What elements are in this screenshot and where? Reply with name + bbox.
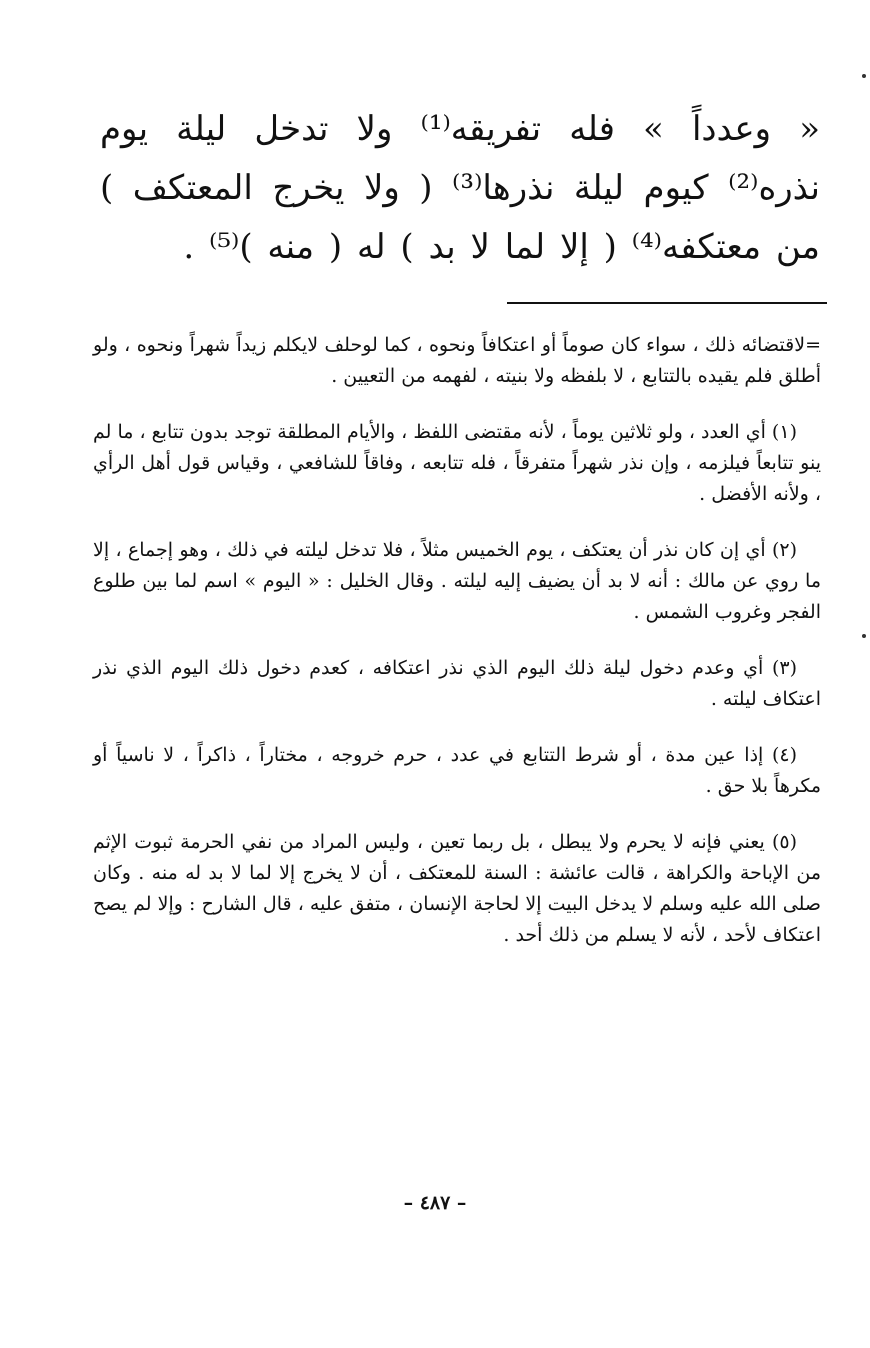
main-text-block <box>100 100 820 277</box>
footnote-5: (٥) يعني فإنه لا يحرم ولا يبطل ، بل ربما تعين ، وليس المراد من نفي الحرمة ثبوت الإثم من الإباحة والكراهة ، قالت عائشة : السنة للمعتكف ، أن لا يخرج إلا لما لا بد له منه . وكان صلى الله عليه وسلم لا يدخل البيت إلا لحاجة الإنسان ، متفق عليه ، قال الشارح : وإلا لم يصح اعتكاف لأحد ، لأنه لا يسلم من ذلك أحد . <box>93 831 821 946</box>
footnote-1: (١) أي العدد ، ولو ثلاثين يوماً ، لأنه مقتضى اللفظ ، والأيام المطلقة توجد بدون تتابع ، ما لم ينو تتابعاً فيلزمه ، وإن نذر شهراً متفرقاً ، فله تتابعه ، وفاقاً للشافعي ، وقياس قول أهل الرأي ، ولأنه الأفضل . <box>93 421 821 505</box>
footnote-3: (٣) أي وعدم دخول ليلة ذلك اليوم الذي نذر اعتكافه ، كعدم دخول ذلك اليوم الذي نذر اعتكاف ليلته . <box>93 657 821 710</box>
footnote-continuation: =لاقتضائه ذلك ، سواء كان صوماً أو اعتكافاً ونحوه ، كما لوحلف لايكلم زيداً شهراً ونحوه ، ولو أطلق فلم يقيده بالتتابع ، لا بلفظه ولا بنيته ، لفهمه من التعيين . <box>93 334 821 387</box>
footnote-2: (٢) أي إن كان نذر أن يعتكف ، يوم الخميس مثلاً ، فلا تدخل ليلته في ذلك ، وهو إجماع ، إلا ما روي عن مالك : أنه لا بد أن يضيف إليه ليلته . وقال الخليل : « اليوم » اسم لما بين طلوع الفجر وغروب الشمس . <box>93 539 821 623</box>
page-number: – ٤٨٧ – <box>403 1192 467 1214</box>
main-text-paragraph: « وعدداً » فله تفريقه⁽¹⁾ ولا تدخل ليلة يوم نذره⁽²⁾ كيوم ليلة نذرها⁽³⁾ ( ولا يخرج المعتكف ) من معتكفه⁽⁴⁾ ( إلا لما لا بد ) له ( منه )⁽⁵⁾ . <box>100 109 820 267</box>
footnote-4: (٤) إذا عين مدة ، أو شرط التتابع في عدد ، حرم خروجه ، مختاراً ، ذاكراً ، لا ناسياً أو مكرهاً بلا حق . <box>93 744 821 797</box>
footnote-divider <box>507 302 827 304</box>
scan-mark <box>862 74 866 78</box>
scan-mark <box>862 634 866 638</box>
footnotes-section <box>93 330 821 976</box>
